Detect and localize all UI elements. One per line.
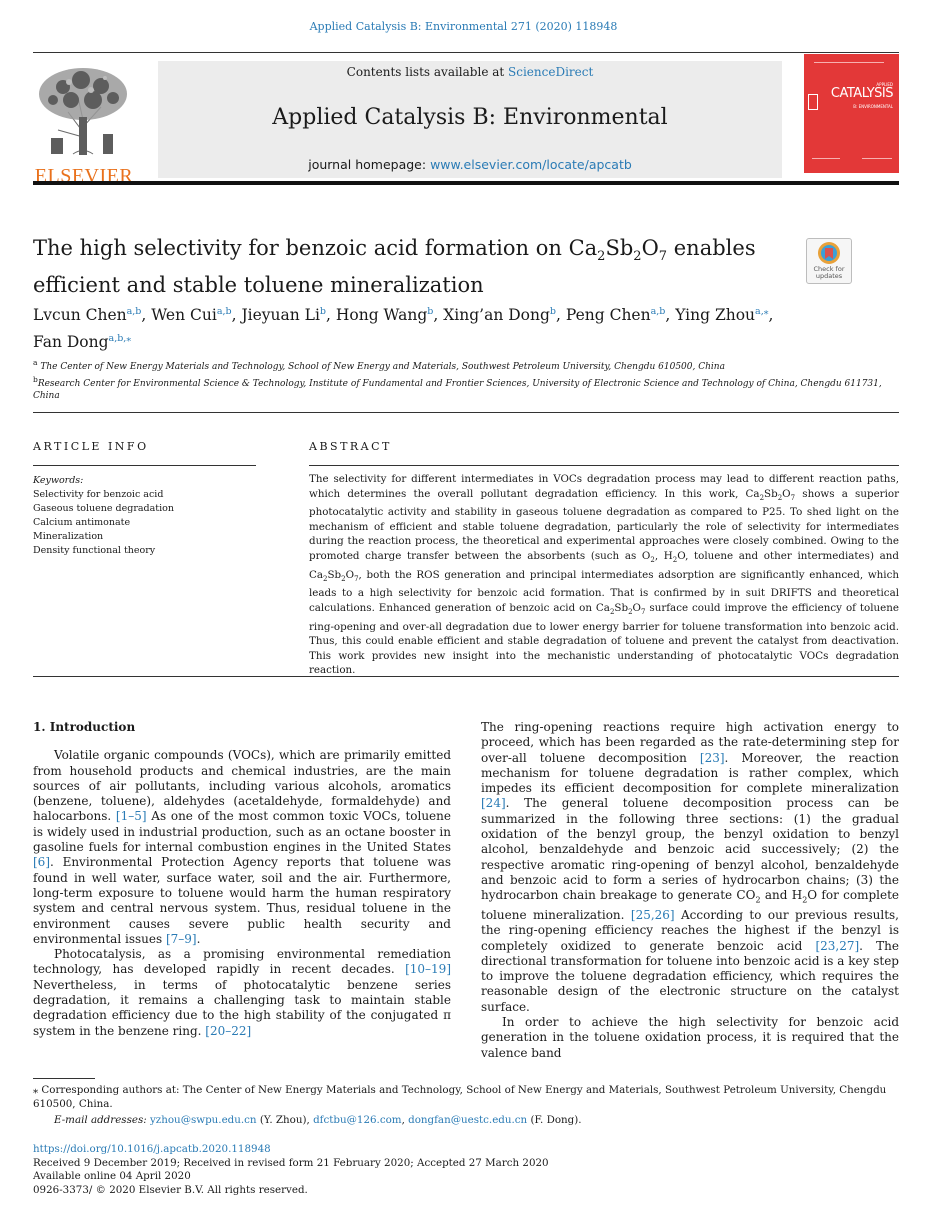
footnote-rule bbox=[33, 1078, 95, 1079]
citation-link[interactable]: [10–19] bbox=[405, 962, 451, 977]
affiliation-a bbox=[33, 357, 893, 374]
body-paragraph bbox=[33, 748, 451, 947]
abstract-heading: ABSTRACT bbox=[309, 440, 392, 453]
citation-link[interactable]: [1–5] bbox=[115, 809, 147, 824]
keyword-item: Gaseous toluene degradation bbox=[33, 503, 174, 514]
title-text: Sb bbox=[605, 236, 634, 260]
email-owner: (F. Dong). bbox=[527, 1114, 582, 1126]
article-info-heading: ARTICLE INFO bbox=[33, 440, 149, 453]
masthead-center-panel bbox=[158, 61, 782, 178]
citation-link[interactable]: [23] bbox=[699, 750, 725, 765]
author-name[interactable]: Peng Chen bbox=[565, 306, 651, 325]
body-text: According to our previous results, the ring-opening efficiency reaches the highest if the benzyl is completely oxidized to generate benzoic acid bbox=[481, 907, 899, 953]
affiliation-mark: a bbox=[33, 358, 38, 367]
title-subscript: 7 bbox=[658, 249, 668, 265]
body-text: . The directional transformation for toluene into benzoic acid is a key step to improve the toluene degradation efficiency, which requires the reasonable design of the electronic structure on the catalyst surface. bbox=[481, 938, 899, 1014]
author-affiliation-mark[interactable]: a,⁎ bbox=[755, 306, 769, 317]
contents-prefix: Contents lists available at bbox=[346, 65, 509, 79]
email-addresses bbox=[33, 1114, 901, 1128]
cover-emblem bbox=[808, 94, 818, 110]
author-affiliation-mark[interactable]: b bbox=[427, 306, 434, 317]
citation-link[interactable]: [20–22] bbox=[205, 1023, 252, 1038]
abstract-rule bbox=[309, 465, 899, 466]
body-paragraph: The ring-opening reactions require high activation energy to proceed, which has been regarded as the rate-determining step for over-all toluene decomposition [23]. Moreover, the reaction mechanism for toluene degradation is rather complex, which impedes its efficient decomposition for complete mineralization [24]. The general toluene decomposition process can be summarized in the following three sections: (1) the gradual oxidation of the benzyl group, the benzyl oxidation to benzyl alcohol, benzaldehyde and benzoic acid successively; (2) the respective aromatic ring-opening of benzyl alcohol, benzaldehyde and benzoic acid to form a series of hydrocarbon chains; (3) the hydrocarbon chain breakage to generate $CO_2$ and $H_2O$ for complete toluene mineralization. [25,26] According to our previous results, the ring-opening efficiency reaches the highest if the benzyl is completely oxidized to generate benzoic acid [23,27]. The directional transformation for toluene into benzoic acid is a key step to improve the toluene degradation efficiency, which requires the reasonable design of the electronic structure on the catalyst surface. bbox=[481, 720, 899, 1014]
affiliation-b bbox=[33, 374, 893, 403]
copyright: 0926-3373/ © 2020 Elsevier B.V. All rights reserved. bbox=[33, 1183, 308, 1196]
email-link[interactable]: dongfan@uestc.edu.cn bbox=[408, 1114, 528, 1126]
author[interactable] bbox=[151, 306, 241, 324]
abstract-text: surface could improve the efficiency of toluene ring-opening and over-all degradation due to lower energy barrier for toluene transformation into benzoic acid. Thus, this could enable efficient and stable degradation of toluene and prevent the catalyst from deactivation. This work provides new insight into the mechanistic understanding of photocatalytic VOCs degradation reaction. bbox=[309, 601, 899, 677]
keyword-item: Mineralization bbox=[33, 531, 104, 542]
masthead-top-rule bbox=[33, 52, 899, 53]
cover-line bbox=[812, 158, 840, 159]
check-updates-label: Check for updates bbox=[813, 265, 845, 280]
elsevier-wordmark: ELSEVIER bbox=[34, 165, 134, 187]
citation-link[interactable]: [7–9] bbox=[165, 931, 197, 946]
email-separator: , bbox=[401, 1114, 409, 1126]
article-title bbox=[33, 234, 793, 300]
email-link[interactable]: dfctbu@126.com bbox=[313, 1114, 402, 1126]
body-text: . The general toluene decomposition process can be summarized in the following three sections: (1) the gradual oxidation of the benzyl group, the benzyl oxidation to benzyl alcohol, benzaldehyde and benzoic acid successively; (2) the respective aromatic ring-opening of benzyl alcohol, benzaldehyde and benzoic acid to form a series of hydrocarbon chains; (3) the hydrocarbon chain breakage to generate CO bbox=[481, 796, 899, 903]
body-text: In order to achieve the high selectivity for benzoic acid generation in the toluene oxidation process, it is required that the valence band bbox=[481, 1015, 899, 1060]
abstract-text: , H bbox=[654, 550, 673, 563]
abstract-text: shows a superior photocatalytic activity and stability in gaseous toluene degradation as compared to P25. To shed light on the mechanism of efficient and stable toluene degradation, particularly the role of selectivity for intermediates during the reaction process, the theoretical and experimental approaches were closely combined. Owing to the promoted charge transfer between the absorbents (such as O bbox=[309, 487, 899, 563]
title-subscript: 2 bbox=[597, 249, 606, 265]
author-affiliation-mark[interactable]: b bbox=[549, 306, 556, 317]
abstract-text: , both the ROS generation and principal intermediates adsorption are significantly enhanced, which leads to a high selectivity for benzoic acid formation. That is confirmed by in suit DRIFTS and theoretical calculations. Enhanced generation of benzoic acid on Ca bbox=[309, 568, 899, 614]
author-separator: , bbox=[665, 306, 676, 325]
affiliation-text: Research Center for Environmental Science & Technology, Institute of Fundamental and Frontier Sciences, University of Electronic Science and Technology of China, Chengdu 611731, China bbox=[33, 378, 882, 401]
cover-title: CATALYSIS bbox=[830, 86, 893, 101]
body-text: Photocatalysis, as a promising environmental remediation technology, has developed rapidly in recent decades. bbox=[33, 947, 451, 977]
author[interactable] bbox=[33, 306, 151, 324]
body-text: As one of the most common toxic VOCs, toluene is widely used in industrial production, such as an octane booster in gasoline fuels for internal combustion engines in the United States bbox=[33, 809, 451, 855]
homepage-link[interactable]: www.elsevier.com/locate/apcatb bbox=[430, 157, 632, 172]
title-text: The high selectivity for benzoic acid formation on Ca bbox=[33, 236, 598, 260]
citation-link[interactable]: [6] bbox=[33, 855, 50, 870]
footnotes bbox=[33, 1084, 901, 1131]
author-name[interactable]: Jieyuan Li bbox=[241, 306, 320, 325]
title-text: efficient and stable toluene mineralization bbox=[33, 273, 484, 298]
abstract-body: The selectivity for different intermediates in VOCs degradation process may lead to different reaction paths, which determines the overall pollutant degradation efficiency. In this work, $Ca_2Sb_2O_7$ shows a superior photocatalytic activity and stability in gaseous toluene degradation as compared to P25. To shed light on the mechanism of efficient and stable toluene degradation, particularly the role of selectivity for intermediates during the reaction process, the theoretical and experimental approaches were closely combined. Owing to the promoted charge transfer between the absorbents (such as $O_2$, $H_2O$, toluene and other intermediates) and $Ca_2Sb_2O_7$, both the ROS generation and principal intermediates adsorption are significantly enhanced, which leads to a high selectivity for benzoic acid formation. That is confirmed by in suit DRIFTS and theoretical calculations. Enhanced generation of benzoic acid on $Ca_2Sb_2O_7$ surface could improve the efficiency of toluene ring-opening and over-all degradation due to lower energy barrier for toluene transformation into benzoic acid. Thus, this could enable efficient and stable degradation of toluene and prevent the catalyst from deactivation. This work provides new insight into the mechanistic understanding of photocatalytic VOCs degradation reaction. bbox=[309, 473, 899, 677]
author-affiliation-mark[interactable]: a,b bbox=[216, 306, 232, 317]
citation-link[interactable]: [24] bbox=[481, 796, 506, 811]
citation-link[interactable]: [25,26] bbox=[630, 907, 675, 922]
masthead-bottom-rule bbox=[33, 181, 899, 185]
online-date: Available online 04 April 2020 bbox=[33, 1170, 191, 1183]
author[interactable] bbox=[33, 333, 131, 351]
affiliations bbox=[33, 357, 893, 403]
email-label: E-mail addresses: bbox=[54, 1114, 150, 1126]
author-separator: , bbox=[326, 306, 336, 325]
sciencedirect-link[interactable]: ScienceDirect bbox=[508, 65, 594, 79]
received-dates: Received 9 December 2019; Received in revised form 21 February 2020; Accepted 27 March 2020 bbox=[33, 1156, 549, 1169]
section-divider bbox=[33, 412, 899, 413]
journal-masthead bbox=[33, 52, 899, 185]
title-text: O bbox=[641, 236, 659, 260]
author-affiliation-mark[interactable]: a,b bbox=[126, 306, 142, 317]
check-for-updates-button[interactable] bbox=[806, 238, 852, 284]
body-column-left bbox=[33, 720, 451, 1039]
introduction-heading: 1. Introduction bbox=[33, 720, 136, 734]
journal-reference[interactable]: Applied Catalysis B: Environmental 271 (2020) 118948 bbox=[309, 20, 618, 33]
body-text: . Environmental Protection Agency reports that toluene was found in well water, surface water, soil and the air. Furthermore, long-term exposure to toluene would harm the human respiratory system and central nervous system. Thus, residual toluene in the environment causes severe public health security and environmental issues bbox=[33, 855, 451, 946]
body-paragraph bbox=[33, 947, 451, 1039]
doi-link[interactable]: https://doi.org/10.1016/j.apcatb.2020.118948 bbox=[33, 1143, 271, 1155]
author-name[interactable]: Ying Zhou bbox=[675, 306, 756, 325]
body-text: . Moreover, the reaction mechanism for toluene degradation is rather complex, which impedes its efficient decomposition for complete mineralization bbox=[481, 750, 899, 796]
author-name[interactable]: Fan Dong bbox=[33, 333, 109, 352]
citation-link[interactable]: [23,27] bbox=[815, 938, 860, 953]
author-affiliation-mark[interactable]: a,b bbox=[650, 306, 666, 317]
body-text: Volatile organic compounds (VOCs), which are primarily emitted from household products and chemical industries, are the main sources of air pollutants, including various alcohols, aromatics (benzene, toluene), aldehydes (acetaldehyde, formaldehyde) and halocarbons. bbox=[33, 748, 451, 824]
elsevier-tree-logo[interactable] bbox=[33, 62, 135, 187]
email-owner: (Y. Zhou), bbox=[256, 1114, 314, 1126]
section-divider bbox=[33, 676, 899, 677]
cover-top-label: APPLIED bbox=[876, 82, 893, 87]
title-subscript: 2 bbox=[633, 249, 642, 265]
contents-line bbox=[158, 65, 782, 79]
author[interactable] bbox=[241, 306, 335, 324]
body-column-right bbox=[481, 720, 899, 1061]
check-updates-icon bbox=[807, 239, 851, 267]
affiliation-text: The Center of New Energy Materials and Technology, School of New Energy and Materials, Southwest Petroleum University, Chengdu 610500, China bbox=[40, 362, 725, 372]
body-text: Nevertheless, in terms of photocatalytic benzene series degradation, it remains a challenging task to maintain stable degradation efficiency due to the high stability of the conjugated π system in the benzene ring. bbox=[33, 977, 451, 1038]
homepage-label: journal homepage: bbox=[308, 157, 431, 172]
body-text: . bbox=[196, 931, 201, 946]
keyword-item: Density functional theory bbox=[33, 545, 156, 556]
body-text: The ring-opening reactions require high activation energy to proceed, which has been regarded as the rate-determining step for over-all toluene decomposition bbox=[481, 720, 899, 765]
author-separator: , bbox=[768, 306, 774, 325]
author-affiliation-mark[interactable]: b bbox=[319, 306, 327, 317]
journal-title: Applied Catalysis B: Environmental bbox=[272, 105, 668, 130]
abstract-text: O, toluene and other intermediates) and Ca bbox=[309, 550, 899, 581]
author[interactable] bbox=[443, 306, 566, 324]
author[interactable] bbox=[675, 306, 773, 324]
author-list bbox=[33, 300, 883, 354]
body-text: O for complete toluene mineralization. bbox=[481, 888, 899, 922]
keyword-item: Selectivity for benzoic acid bbox=[33, 489, 164, 500]
author[interactable] bbox=[336, 306, 443, 324]
body-paragraph bbox=[481, 1015, 899, 1061]
author-name[interactable]: Hong Wang bbox=[335, 306, 428, 325]
publication-info bbox=[33, 1143, 633, 1197]
article-info-rule bbox=[33, 465, 256, 466]
body-text: and H bbox=[760, 888, 803, 903]
journal-homepage-line bbox=[158, 157, 782, 172]
author-name[interactable]: Wen Cui bbox=[151, 306, 217, 325]
author-separator: , bbox=[141, 306, 152, 325]
author-name[interactable]: Xing’an Dong bbox=[443, 306, 550, 325]
author[interactable] bbox=[566, 306, 675, 324]
keywords-label: Keywords: bbox=[33, 475, 84, 486]
title-text: enables bbox=[667, 236, 756, 260]
cover-line bbox=[814, 62, 884, 63]
keywords-block bbox=[33, 474, 256, 558]
author-separator: , bbox=[555, 306, 566, 325]
abstract-text: The selectivity for different intermediates in VOCs degradation process may lead to different reaction paths, which determines the overall pollutant degradation efficiency. In this work, Ca bbox=[309, 473, 899, 500]
corresponding-author-note: ⁎ Corresponding authors at: The Center of New Energy Materials and Technology, School of New Energy and Materials, Southwest Petroleum University, Chengdu 610500, China. bbox=[33, 1084, 887, 1110]
author-name[interactable]: Lvcun Chen bbox=[33, 306, 127, 325]
keyword-item: Calcium antimonate bbox=[33, 517, 131, 528]
email-link[interactable]: yzhou@swpu.edu.cn bbox=[149, 1114, 257, 1126]
affiliation-mark: b bbox=[33, 374, 38, 384]
author-affiliation-mark[interactable]: a,b,⁎ bbox=[108, 333, 132, 345]
author-separator: , bbox=[433, 306, 444, 325]
cover-line bbox=[862, 158, 892, 159]
author-separator: , bbox=[231, 306, 242, 325]
cover-subtitle: B: ENVIRONMENTAL bbox=[853, 104, 893, 109]
journal-cover-thumbnail[interactable] bbox=[804, 54, 899, 173]
